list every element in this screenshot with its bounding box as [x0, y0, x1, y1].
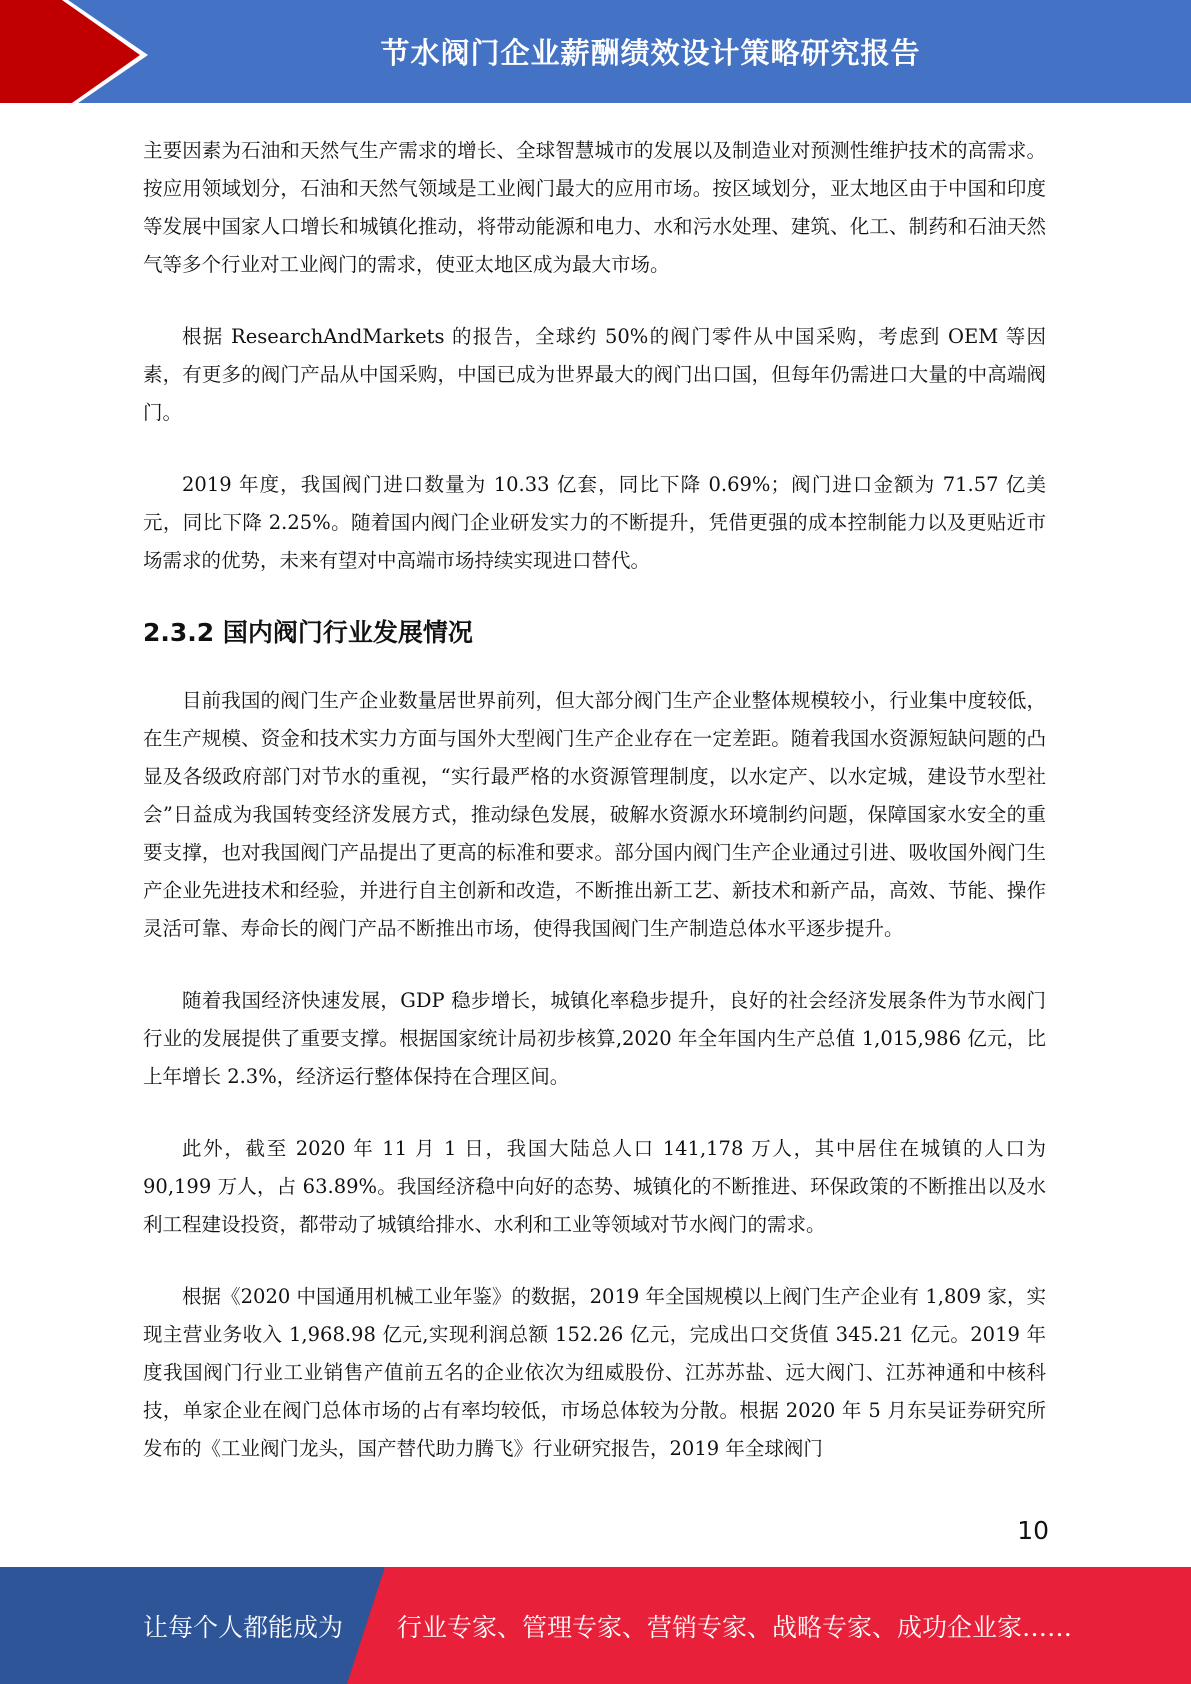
- paragraph: 随着我国经济快速发展，GDP 稳步增长，城镇化率稳步提升，良好的社会经济发展条件为节水阀门行业的发展提供了重要支撑。根据国家统计局初步核算,2020 年全年国内生产总值 1,015,986 亿元，比上年增长 2.3%，经济运行整体保持在合理区间。: [143, 989, 1046, 1088]
- page-footer: [0, 1567, 1191, 1684]
- page-header: [0, 0, 1191, 110]
- paragraph: 2019 年度，我国阀门进口数量为 10.33 亿套，同比下降 0.69%；阀门进口金额为 71.57 亿美元，同比下降 2.25%。随着国内阀门企业研发实力的不断提升，凭借更强的成本控制能力以及更贴近市场需求的优势，未来有望对中高端市场持续实现进口替代。: [143, 473, 1046, 572]
- footer-slogan-left: 让每个人都能成为: [143, 1612, 344, 1642]
- document-body: [143, 132, 1046, 1502]
- paragraph: 此外，截至 2020 年 11 月 1 日，我国大陆总人口 141,178 万人，其中居住在城镇的人口为 90,199 万人，占 63.89%。我国经济稳中向好的态势、城镇化的不断推进、环保政策的不断推出以及水利工程建设投资，都带动了城镇给排水、水利和工业等领域对节水阀门的需求。: [143, 1137, 1046, 1236]
- paragraph: 根据《2020 中国通用机械工业年鉴》的数据，2019 年全国规模以上阀门生产企业有 1,809 家，实现主营业务收入 1,968.98 亿元,实现利润总额 152.26 亿元，完成出口交货值 345.21 亿元。2019 年度我国阀门行业工业销售产值前五名的企业依次为纽威股份、江苏苏盐、远大阀门、江苏神通和中核科技，单家企业在阀门总体市场的占有率均较低，市场总体较为分散。根据 2020 年 5 月东吴证券研究所发布的《工业阀门龙头，国产替代助力腾飞》行业研究报告，2019 年全球阀门: [143, 1285, 1046, 1460]
- section-heading: 2.3.2 国内阀门行业发展情况: [143, 618, 473, 647]
- paragraph: 根据 ResearchAndMarkets 的报告，全球约 50%的阀门零件从中国采购，考虑到 OEM 等因素，有更多的阀门产品从中国采购，中国已成为世界最大的阀门出口国，但每年仍需进口大量的中高端阀门。: [143, 325, 1046, 424]
- paragraph: 主要因素为石油和天然气生产需求的增长、全球智慧城市的发展以及制造业对预测性维护技术的高需求。按应用领域划分，石油和天然气领域是工业阀门最大的应用市场。按区域划分，亚太地区由于中国和印度等发展中国家人口增长和城镇化推动，将带动能源和电力、水和污水处理、建筑、化工、制药和石油天然气等多个行业对工业阀门的需求，使亚太地区成为最大市场。: [143, 139, 1046, 276]
- footer-slogan-right: 行业专家、管理专家、营销专家、战略专家、成功企业家……: [397, 1612, 1073, 1642]
- report-title: 节水阀门企业薪酬绩效设计策略研究报告: [380, 36, 921, 70]
- paragraph: 目前我国的阀门生产企业数量居世界前列，但大部分阀门生产企业整体规模较小，行业集中度较低，在生产规模、资金和技术实力方面与国外大型阀门生产企业存在一定差距。随着我国水资源短缺问题的凸显及各级政府部门对节水的重视，“实行最严格的水资源管理制度，以水定产、以水定城，建设节水型社会”日益成为我国转变经济发展方式，推动绿色发展，破解水资源水环境制约问题，保障国家水安全的重要支撑，也对我国阀门产品提出了更高的标准和要求。部分国内阀门生产企业通过引进、吸收国外阀门生产企业先进技术和经验，并进行自主创新和改造，不断推出新工艺、新技术和新产品，高效、节能、操作灵活可靠、寿命长的阀门产品不断推出市场，使得我国阀门生产制造总体水平逐步提升。: [143, 689, 1046, 940]
- page-number: 10: [1017, 1516, 1049, 1545]
